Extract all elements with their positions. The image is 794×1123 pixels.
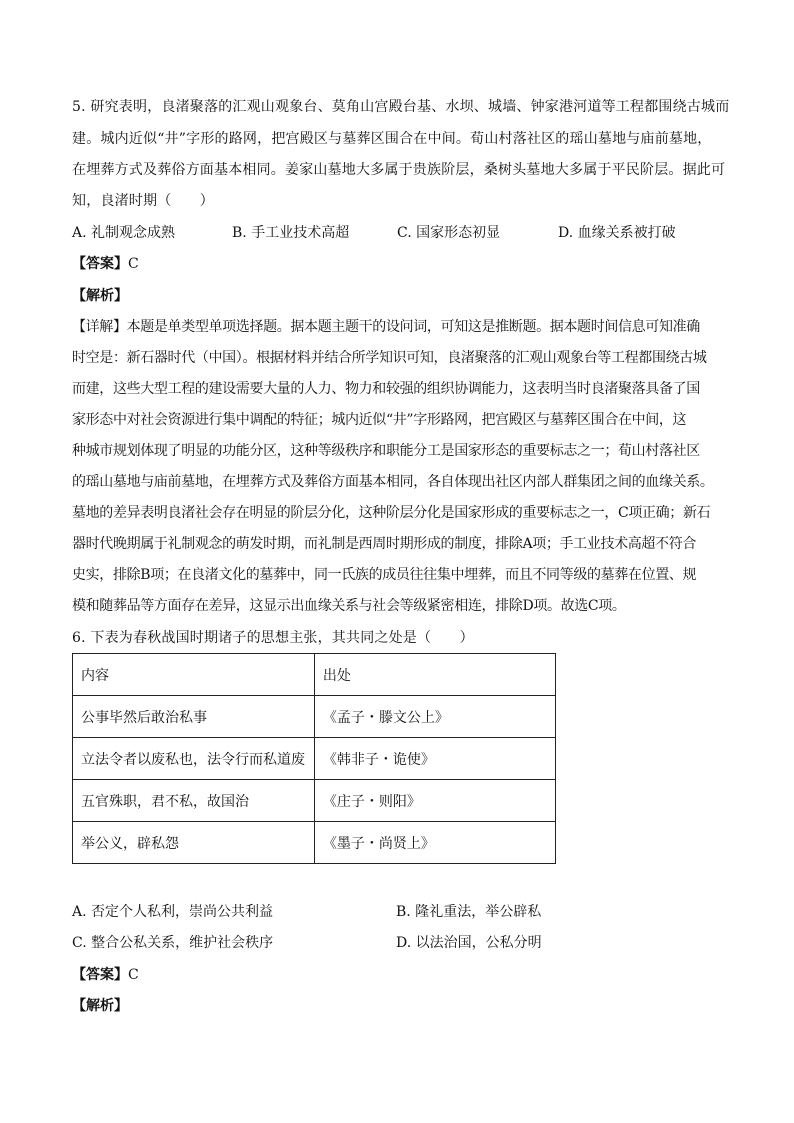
q5-explanation-line: 史实，排除B项；在良渚文化的墓葬中，同一氏族的成员往往集中埋葬，而且不同等级的墓葬在位置、规 xyxy=(72,567,697,583)
q5-explanation-line: 【详解】本题是单类型单项选择题。据本题主题干的设问词，可知这是推断题。据本题时间信息可知准确 xyxy=(72,319,700,335)
q6-options-row-1 xyxy=(72,902,732,922)
table-header-content: 内容 xyxy=(73,654,315,696)
table-cell-content: 举公义，辟私怨 xyxy=(73,822,315,864)
q5-stem-line-4: 知，良渚时期（ ） xyxy=(72,193,214,209)
q5-explanation-line: 而建，这些大型工程的建设需要大量的人力、物力和较强的组织协调能力，这表明当时良渚聚落具备了国 xyxy=(72,381,700,397)
q6-option-d: D. 以法治国，公私分明 xyxy=(396,935,542,951)
q6-answer xyxy=(72,965,732,985)
q6-source-table xyxy=(72,653,556,864)
q5-option-a: A. 礼制观念成熟 xyxy=(72,225,176,241)
table-header-source: 出处 xyxy=(314,654,555,696)
q5-option-d: D. 血缘关系被打破 xyxy=(558,225,676,241)
q5-explanation xyxy=(72,317,732,627)
q6-option-a: A. 否定个人私利，崇尚公共利益 xyxy=(72,904,274,920)
q5-explanation-line: 的瑶山墓地与庙前墓地，在埋葬方式及葬俗方面基本相同，各自体现出社区内部人群集团之间的血缘关系。 xyxy=(72,474,714,490)
q5-options xyxy=(72,223,732,243)
q5-explanation-line: 墓地的差异表明良渚社会存在明显的阶层分化，这种阶层分化是国家形成的重要标志之一，C项正确；新石 xyxy=(72,505,711,521)
table-row xyxy=(73,780,556,822)
q6-answer-tag: 【答案】 xyxy=(72,967,128,983)
q5-stem-line-1: 5. 研究表明，良渚聚落的汇观山观象台、莫角山宫殿台基、水坝、城墙、钟家港河道等工程都围绕古城而 xyxy=(72,99,730,115)
q6-option-b: B. 隆礼重法，举公辟私 xyxy=(396,904,542,920)
q5-explanation-line: 器时代晚期属于礼制观念的萌发时期，而礼制是西周时期形成的制度，排除A项；手工业技术高超不符合 xyxy=(72,536,697,552)
table-cell-source: 《韩非子・诡使》 xyxy=(314,738,555,780)
table-cell-source: 《庄子・则阳》 xyxy=(314,780,555,822)
table-row xyxy=(73,696,556,738)
q5-explanation-line: 时空是：新石器时代（中国）。根据材料并结合所学知识可知，良渚聚落的汇观山观象台等工程都围绕古城 xyxy=(72,350,707,366)
table-cell-content: 公事毕然后敢治私事 xyxy=(73,696,315,738)
table-cell-content: 立法令者以废私也，法令行而私道废 xyxy=(73,738,315,780)
table-cell-content: 五官殊职，君不私，故国治 xyxy=(73,780,315,822)
q6-stem: 6. 下表为春秋战国时期诸子的思想主张，其共同之处是（ ） xyxy=(72,630,474,646)
q5-analysis-tag: 【解析】 xyxy=(72,288,128,304)
q5-answer-value: C xyxy=(128,256,139,272)
q5-explanation-line: 家形态中对社会资源进行集中调配的特征；城内近似“井”字形路网，把宫殿区与墓葬区围合在中间，这 xyxy=(72,412,687,428)
q6-option-c: C. 整合公私关系，维护社会秩序 xyxy=(72,935,274,951)
q6-options-row-2 xyxy=(72,933,732,953)
table-cell-source: 《墨子・尚贤上》 xyxy=(314,822,555,864)
q6-answer-value: C xyxy=(128,967,139,983)
q5-stem-line-2: 建。城内近似“井”字形的路网，把宫殿区与墓葬区围合在中间。荀山村落社区的瑶山墓地与庙前墓地， xyxy=(72,131,712,147)
table-row xyxy=(73,738,556,780)
q5-answer xyxy=(72,254,732,274)
table-cell-source: 《孟子・滕文公上》 xyxy=(314,696,555,738)
q5-explanation-line: 种城市规划体现了明显的功能分区，这种等级秩序和职能分工是国家形态的重要标志之一；荀山村落社区 xyxy=(72,443,700,459)
q5-answer-tag: 【答案】 xyxy=(72,256,128,272)
q5-option-c: C. 国家形态初显 xyxy=(397,225,501,241)
q5-explanation-line: 模和随葬品等方面存在差异，这显示出血缘关系与社会等级紧密相连，排除D项。故选C项。 xyxy=(72,598,626,614)
q5-option-b: B. 手工业技术高超 xyxy=(232,225,350,241)
table-row xyxy=(73,822,556,864)
q5-stem-line-3: 在埋葬方式及葬俗方面基本相同。姜家山墓地大多属于贵族阶层，桑树头墓地大多属于平民阶层。据此可 xyxy=(72,162,726,178)
table-header-row xyxy=(73,654,556,696)
q6-analysis-tag: 【解析】 xyxy=(72,998,128,1014)
